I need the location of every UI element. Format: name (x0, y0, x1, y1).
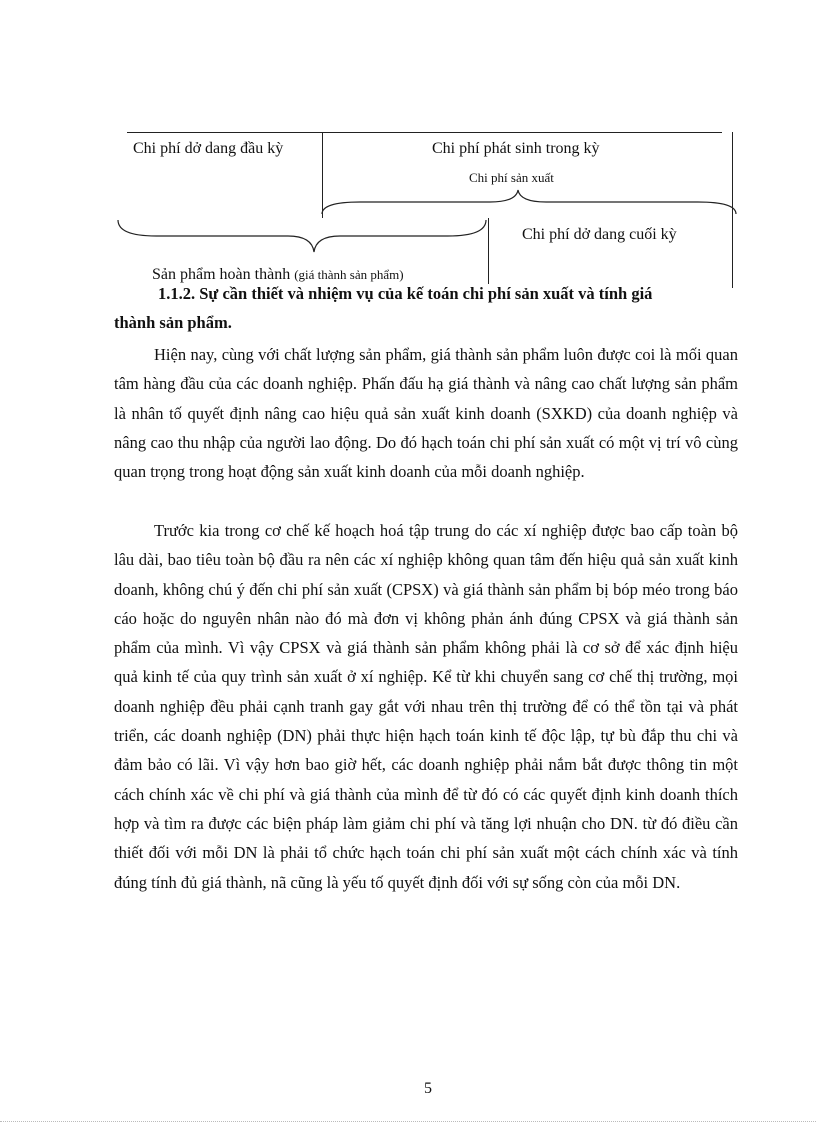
footer-rule (0, 1121, 816, 1122)
section-heading-line-2: thành sản phẩm. (114, 313, 232, 332)
section-heading-line-1: 1.1.2. Sự cần thiết và nhiệm vụ của kế toán chi phí sản xuất và tính giá (158, 284, 653, 303)
finished-products-label-group (152, 266, 404, 284)
opening-wip-label: Chi phí dở dang đầu kỳ (133, 140, 284, 157)
paragraph-1: Hiện nay, cùng với chất lượng sản phẩm, giá thành sản phẩm luôn được coi là mối quan tâm hàng đầu của các doanh nghiệp. Phấn đấu hạ giá thành và nâng cao chất lượng sản phẩm là nhân tố quyết định nâng cao hiệu quả sản xuất kinh doanh (SXKD) của doanh nghiệp và nâng cao thu nhập của người lao động. Do đó hạch toán chi phí sản xuất có một vị trí vô cùng quan trọng trong hoạt động sản xuất kinh doanh của mỗi doanh nghiệp. (114, 345, 738, 482)
page-number: 5 (424, 1080, 432, 1097)
diagram-top-rule (127, 132, 722, 133)
production-costs-label: Chi phí sản xuất (469, 170, 554, 185)
finished-products-note: (giá thành sản phẩm) (294, 267, 404, 282)
period-costs-label: Chi phí phát sinh trong kỳ (432, 140, 600, 157)
closing-wip-label: Chi phí dở dang cuối kỳ (522, 226, 677, 243)
finished-products-brace (116, 216, 496, 256)
paragraph-2: Trước kia trong cơ chế kế hoạch hoá tập trung do các xí nghiệp được bao cấp toàn bộ lâu dài, bao tiêu toàn bộ đầu ra nên các xí nghiệp không quan tâm đến hiệu quả sản xuất kinh doanh, không chú ý đến chi phí sản xuất (CPSX) và giá thành sản phẩm bị bóp méo trong báo cáo hoặc do nguyên nhân nào đó mà đơn vị không phản ánh đúng CPSX và giá thành sản phẩm của mình. Vì vậy CPSX và giá thành sản phẩm không phải là cơ sở để xác định hiệu quả kinh tế của quy trình sản xuất ở xí nghiệp. Kể từ khi chuyển sang cơ chế thị trường, mọi doanh nghiệp đều phải cạnh tranh gay gắt với nhau trên thị trường để có thể tồn tại và phát triển, các doanh nghiệp (DN) phải thực hiện hạch toán kinh tế độc lập, tự bù đắp thu chi và đảm bảo có lãi. Vì vậy hơn bao giờ hết, các doanh nghiệp phải nắm bắt được thông tin một cách chính xác về chi phí và giá thành của mình để từ đó có các quyết định kinh doanh thích hợp và tìm ra được các biện pháp làm giảm chi phí và tăng lợi nhuận cho DN. từ đó điều cần thiết đối với mỗi DN là phải tổ chức hạch toán chi phí sản xuất một cách chính xác và tính đúng tính đủ giá thành, nã cũng là yếu tố quyết định đối với sự sống còn của mỗi DN. (114, 521, 738, 892)
finished-products-label: Sản phẩm hoàn thành (152, 266, 291, 283)
